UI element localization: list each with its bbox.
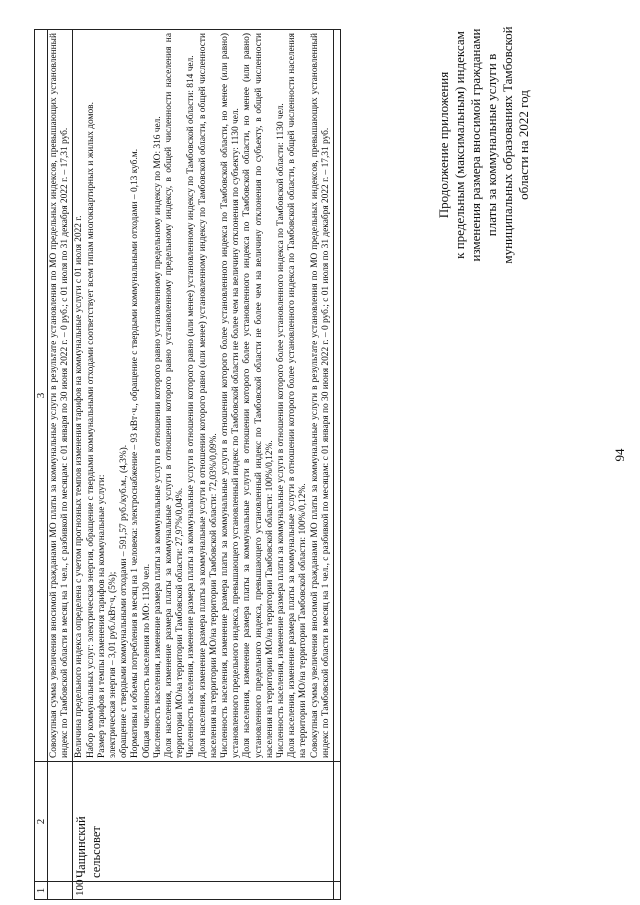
municipality-name: Чащинский сельсовет — [73, 762, 334, 882]
title-line: изменения размера вносимой гражданами — [468, 28, 483, 262]
content-paragraph: Совокупная сумма увеличения вносимой гражданами МО платы за коммунальные услуги в результате установления по МО предельных индексов, превышающих установленный индекс по Тамбовской области в месяц на 1 чел., с разбивкой по месяцам: с 01 января по 30 июня 2022 г. – 0 руб.; с 01 июля по 31 декабря 2022 г. – 17,31 руб. — [309, 33, 331, 758]
content-paragraph: Набор коммунальных услуг: электрическая энергия, обращение с твердыми коммунальными отходами соответствует всем типам многоквартирных и жилых домов. — [85, 102, 96, 758]
content-paragraph: Доля населения, изменение размера платы за коммунальные услуги в отношении которого равно установленному предельному индексу, в общей численности населения на территории МО/на территории Тамбовской области: 27,97%/0,04%. — [164, 33, 186, 758]
column-header-2: 2 — [35, 762, 48, 882]
title-line: к предельным (максимальным) индексам — [452, 31, 467, 259]
content-paragraph: Численность населения, изменение размера платы за коммунальные услуги в отношении которого более установленного индекса по Тамбовской области: 1130 чел. — [276, 103, 287, 758]
title-line: платы за коммунальные услуги в — [484, 53, 499, 237]
column-header-3: 3 — [35, 30, 48, 762]
content-paragraph: Нормативы и объемы потребления в месяц на 1 человека: электроснабжение – 93 кВт·ч., обращение с твердыми коммунальными отходами – 0,13 куб.м. — [130, 148, 141, 758]
title-line: муниципальных образованиях Тамбовской — [500, 26, 515, 264]
row-number: 100 — [73, 882, 334, 900]
content-paragraph: Размер тарифов и темпы изменения тарифов на коммунальные услуги: — [96, 474, 107, 758]
empty-cell — [334, 882, 341, 900]
appendix-title — [436, 5, 532, 285]
indices-table — [34, 29, 341, 900]
content-paragraph: Величина предельного индекса определена с учетом прогнозных темпов изменения тарифов на коммунальные услуги с 01 июля 2022 г. — [74, 215, 85, 758]
table-row — [73, 30, 334, 900]
content-paragraph: Доля населения, изменение размера платы за коммунальные услуги в отношении которого равно (или менее) установленному индексу по Тамбовской области, в общей численности населения на территории МО/на территории Тамбовской области: 72,03%/0,09%. — [197, 33, 219, 758]
previous-number-cell — [48, 882, 73, 900]
content-paragraph: Численность населения, изменение размера платы за коммунальные услуги в отношении которого равно установленному предельному индексу по МО: 316 чел. — [152, 116, 163, 758]
table-header-row — [35, 30, 48, 900]
content-paragraph: электрическая энергия – 3,01 руб./кВт·ч, (5%); — [108, 571, 119, 758]
empty-cell — [334, 762, 341, 882]
table-row-previous — [48, 30, 73, 900]
content-paragraph: Доля населения, изменение размера платы за коммунальные услуги в отношении которого более установленного индекса по Тамбовской области, в общей численности населения на территории МО/на территории Тамбовской области: 100%/0,12%. — [287, 33, 309, 758]
content-paragraph: Общая численность населения по МО: 1130 чел. — [141, 563, 152, 758]
content-paragraph: обращение с твердыми коммунальными отходами – 591,57 руб./куб.м., (4,3%). — [119, 444, 130, 758]
content-paragraph: Численность населения, изменение размера платы за коммунальные услуги в отношении которого более установленного индекса по Тамбовской области, но менее (или равно) установленного предельного индекса, превышающего установленный индекс по Тамбовской области не более чем на величину отклонения по субъекту: 1130 чел. — [220, 33, 242, 758]
title-line: области на 2022 год — [516, 90, 531, 200]
previous-name-cell — [48, 762, 73, 882]
title-line: Продолжение приложения — [436, 71, 451, 219]
previous-paragraph: Совокупная сумма увеличения вносимой гражданами МО платы за коммунальные услуги в результате установления по МО предельных индексов, превышающих установленный индекс по Тамбовской области в месяц на 1 чел., с разбивкой по месяцам: с 01 января по 30 июня 2022 г. – 0 руб.; с 01 июля по 31 декабря 2022 г. – 17,31 руб. — [49, 33, 71, 758]
content-paragraph: Численность населения, изменение размера платы за коммунальные услуги в отношении которого равно (или менее) установленному индексу по Тамбовской области: 814 чел. — [186, 55, 197, 758]
row-content — [73, 30, 334, 762]
page-number: 94 — [612, 448, 627, 462]
empty-cell — [334, 30, 341, 762]
content-paragraph: Доля населения, изменение размера платы за коммунальные услуги в отношении которого более установленного индекса по Тамбовской области, но менее (или равно) установленного предельного индекса, превышающего установленный индекс по Тамбовской области не более чем на величину отклонения по субъекту, в общей численности населения на территории МО/на территории Тамбовской области: 100%/0,12%. — [242, 33, 275, 758]
column-header-1: 1 — [35, 882, 48, 900]
table-bottom-row — [334, 30, 341, 900]
previous-content-cell — [48, 30, 73, 762]
